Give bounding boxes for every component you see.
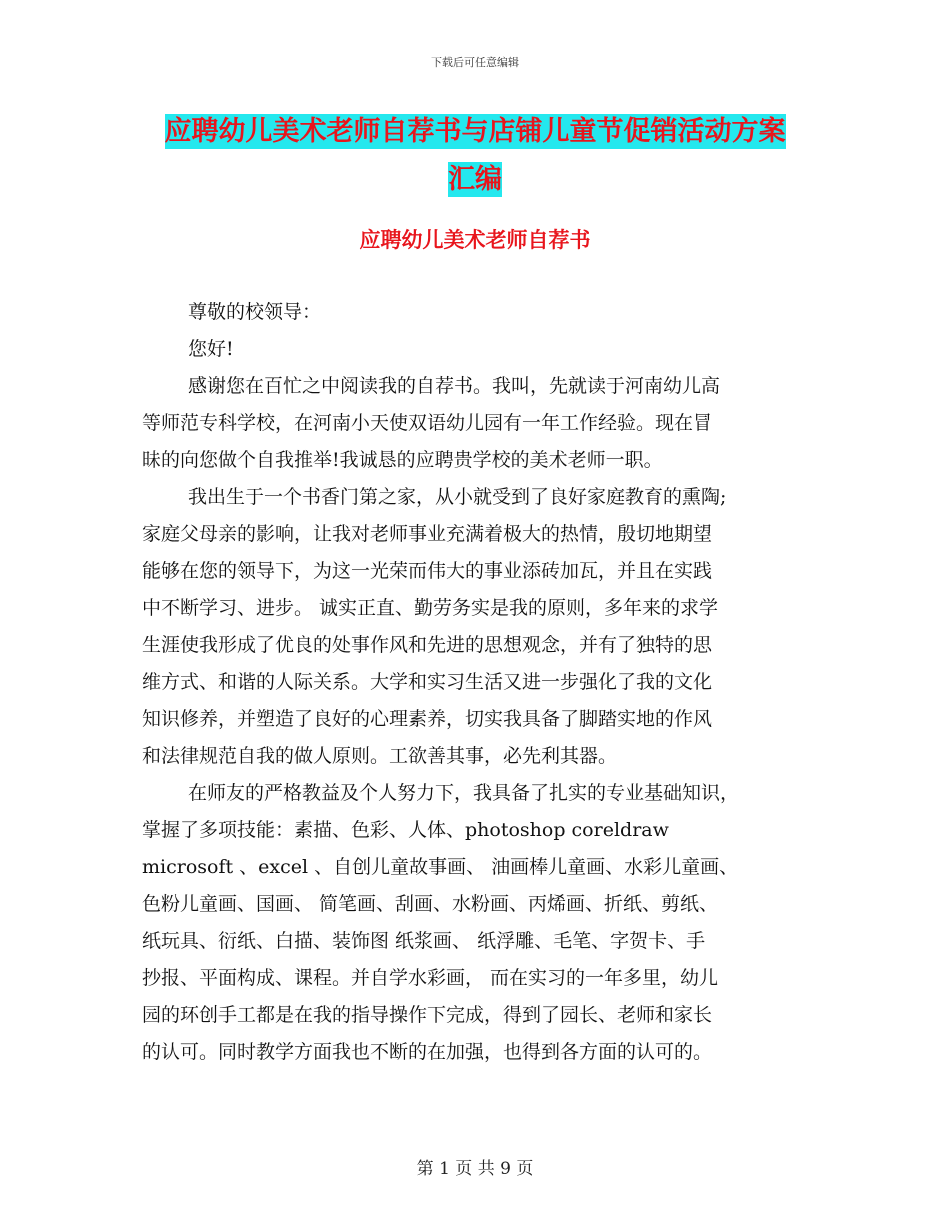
paragraph-line: 感谢您在百忙之中阅读我的自荐书。我叫，先就读于河南幼儿高 [188,375,721,397]
section-title: 应聘幼儿美术老师自荐书 [359,228,591,252]
paragraph-line: 掌握了多项技能：素描、色彩、人体、photoshop coreldraw [142,819,669,841]
paragraph-line: 园的环创手工都是在我的指导操作下完成，得到了园长、老师和家长 [142,1004,713,1026]
title-line-2: 汇编 [448,164,502,195]
paragraph-line: 等师范专科学校，在河南小天使双语幼儿园有一年工作经验。现在冒 [142,412,713,434]
paragraph-line: 家庭父母亲的影响，让我对老师事业充满着极大的热情，殷切地期望 [142,523,713,545]
header-note: 下载后可任意编辑 [431,56,519,69]
paragraph-line: 中不断学习、进步。 诚实正直、勤劳务实是我的原则，多年来的求学 [142,597,719,619]
paragraph-line: 我出生于一个书香门第之家，从小就受到了良好家庭教育的熏陶; [188,486,727,508]
paragraph-line: 纸玩具、衍纸、白描、装饰图 纸浆画、 纸浮雕、毛笔、字贺卡、手 [142,930,706,952]
paragraph-line: 抄报、平面构成、课程。并自学水彩画， 而在实习的一年多里，幼儿 [142,967,719,989]
paragraph-line: 的认可。同时教学方面我也不断的在加强，也得到各方面的认可的。 [142,1041,713,1063]
paragraph-line: 和法律规范自我的做人原则。工欲善其事，必先利其器。 [142,745,618,767]
paragraph-line: microsoft 、excel 、自创儿童故事画、 油画棒儿童画、水彩儿童画、 [142,856,739,878]
paragraph-line: 维方式、和谐的人际关系。大学和实习生活又进一步强化了我的文化 [142,671,713,693]
title-line-1: 应聘幼儿美术老师自荐书与店铺儿童节促销活动方案 [164,116,786,147]
paragraph-line: 生涯使我形成了优良的处事作风和先进的思想观念，并有了独特的思 [142,634,713,656]
paragraph-line: 知识修养，并塑造了良好的心理素养，切实我具备了脚踏实地的作风 [142,708,713,730]
paragraph-line: 能够在您的领导下，为这一光荣而伟大的事业添砖加瓦，并且在实践 [142,560,713,582]
paragraph-line: 色粉儿童画、国画、 简笔画、刮画、水粉画、丙烯画、折纸、剪纸、 [142,893,719,915]
greeting: 您好! [188,338,234,360]
salutation: 尊敬的校领导： [188,301,322,323]
paragraph-line: 在师友的严格教益及个人努力下，我具备了扎实的专业基础知识， [188,782,740,804]
document-title [140,108,810,204]
letter-body [142,294,822,1071]
paragraph-line: 昧的向您做个自我推举!我诚恳的应聘贵学校的美术老师一职。 [142,449,663,471]
page-number: 第 1 页 共 9 页 [416,1159,534,1179]
